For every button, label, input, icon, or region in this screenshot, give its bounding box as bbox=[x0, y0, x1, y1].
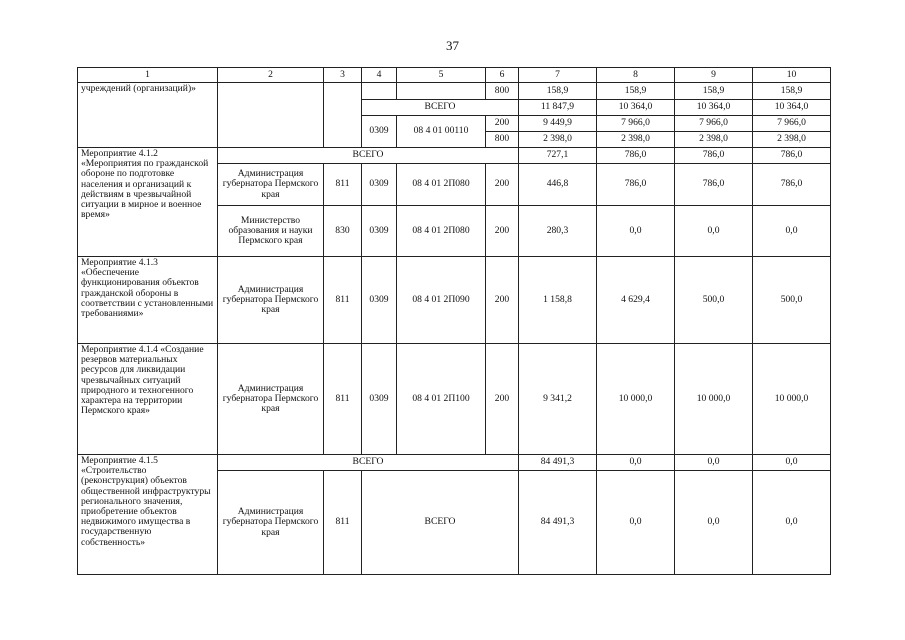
table-row bbox=[78, 344, 831, 455]
org-cell: Министерство образования и науки Пермского края bbox=[218, 206, 324, 257]
value-cell: 0,0 bbox=[597, 471, 675, 575]
value-cell: 7 966,0 bbox=[753, 116, 831, 132]
value-cell: 158,9 bbox=[597, 83, 675, 100]
code-cell: 08 4 01 00110 bbox=[397, 116, 486, 148]
value-cell: 10 364,0 bbox=[675, 100, 753, 116]
org-cell: Администрация губернатора Пермского края bbox=[218, 344, 324, 455]
value-cell: 158,9 bbox=[519, 83, 597, 100]
value-cell: 500,0 bbox=[675, 257, 753, 344]
code-cell: 811 bbox=[324, 164, 362, 206]
header-cell: 8 bbox=[597, 68, 675, 83]
value-cell: 2 398,0 bbox=[675, 132, 753, 148]
header-cell: 5 bbox=[397, 68, 486, 83]
value-cell: 786,0 bbox=[675, 164, 753, 206]
code-cell: 800 bbox=[486, 83, 519, 100]
total-label: ВСЕГО bbox=[218, 455, 519, 471]
code-cell bbox=[397, 83, 486, 100]
table-row bbox=[78, 148, 831, 164]
value-cell: 0,0 bbox=[753, 455, 831, 471]
value-cell: 500,0 bbox=[753, 257, 831, 344]
value-cell: 158,9 bbox=[753, 83, 831, 100]
code-cell: 200 bbox=[486, 206, 519, 257]
value-cell: 158,9 bbox=[675, 83, 753, 100]
total-label: ВСЕГО bbox=[362, 471, 519, 575]
header-cell: 3 bbox=[324, 68, 362, 83]
value-cell: 0,0 bbox=[753, 206, 831, 257]
value-cell: 0,0 bbox=[753, 471, 831, 575]
org-cell: Администрация губернатора Пермского края bbox=[218, 257, 324, 344]
code-cell: 08 4 01 2П080 bbox=[397, 164, 486, 206]
header-cell: 2 bbox=[218, 68, 324, 83]
code-cell: 200 bbox=[486, 257, 519, 344]
code-cell: 08 4 01 2П090 bbox=[397, 257, 486, 344]
value-cell: 84 491,3 bbox=[519, 455, 597, 471]
total-label: ВСЕГО bbox=[218, 148, 519, 164]
value-cell: 786,0 bbox=[753, 148, 831, 164]
code-cell: 08 4 01 2П100 bbox=[397, 344, 486, 455]
header-cell: 9 bbox=[675, 68, 753, 83]
org-cell: Администрация губернатора Пермского края bbox=[218, 471, 324, 575]
org-cell: Администрация губернатора Пермского края bbox=[218, 164, 324, 206]
value-cell: 0,0 bbox=[597, 206, 675, 257]
code-cell: 200 bbox=[486, 164, 519, 206]
activity-description: Мероприятие 4.1.5 «Строительство (реконструкция) объектов общественной инфраструктуры регионального значения, приобретение объектов недвижимого имущества в государственную собственность» bbox=[78, 455, 218, 575]
budget-table bbox=[77, 67, 831, 575]
value-cell: 11 847,9 bbox=[519, 100, 597, 116]
value-cell: 10 000,0 bbox=[675, 344, 753, 455]
value-cell: 446,8 bbox=[519, 164, 597, 206]
value-cell: 280,3 bbox=[519, 206, 597, 257]
code-cell: 0309 bbox=[362, 344, 397, 455]
value-cell: 2 398,0 bbox=[519, 132, 597, 148]
value-cell: 7 966,0 bbox=[675, 116, 753, 132]
value-cell: 0,0 bbox=[675, 206, 753, 257]
value-cell: 1 158,8 bbox=[519, 257, 597, 344]
value-cell: 2 398,0 bbox=[753, 132, 831, 148]
value-cell: 727,1 bbox=[519, 148, 597, 164]
code-cell: 811 bbox=[324, 471, 362, 575]
value-cell: 786,0 bbox=[597, 164, 675, 206]
value-cell: 7 966,0 bbox=[597, 116, 675, 132]
header-cell: 1 bbox=[78, 68, 218, 83]
code-cell: 0309 bbox=[362, 116, 397, 148]
header-cell: 10 bbox=[753, 68, 831, 83]
header-cell: 6 bbox=[486, 68, 519, 83]
value-cell: 4 629,4 bbox=[597, 257, 675, 344]
value-cell: 9 449,9 bbox=[519, 116, 597, 132]
value-cell: 10 000,0 bbox=[753, 344, 831, 455]
activity-description: учреждений (организаций)» bbox=[78, 83, 218, 148]
value-cell: 0,0 bbox=[597, 455, 675, 471]
code-cell bbox=[362, 83, 397, 100]
code-cell: 811 bbox=[324, 257, 362, 344]
value-cell: 0,0 bbox=[675, 471, 753, 575]
code-cell: 811 bbox=[324, 344, 362, 455]
total-label: ВСЕГО bbox=[362, 100, 519, 116]
code-cell: 08 4 01 2П080 bbox=[397, 206, 486, 257]
page-number: 37 bbox=[446, 38, 459, 53]
value-cell: 84 491,3 bbox=[519, 471, 597, 575]
code-cell: 200 bbox=[486, 116, 519, 132]
table-row bbox=[78, 83, 831, 100]
code-cell: 0309 bbox=[362, 206, 397, 257]
table-row bbox=[78, 257, 831, 344]
value-cell: 10 000,0 bbox=[597, 344, 675, 455]
code-cell: 800 bbox=[486, 132, 519, 148]
code-cell: 0309 bbox=[362, 164, 397, 206]
activity-description: Мероприятие 4.1.2 «Мероприятия по гражданской обороне по подготовке населения и организаций к действиям в чрезвычайной ситуации в мирное и военное время» bbox=[78, 148, 218, 257]
header-row bbox=[78, 68, 831, 83]
header-cell: 7 bbox=[519, 68, 597, 83]
value-cell: 10 364,0 bbox=[753, 100, 831, 116]
value-cell: 2 398,0 bbox=[597, 132, 675, 148]
table-row bbox=[78, 455, 831, 471]
activity-description: Мероприятие 4.1.4 «Создание резервов материальных ресурсов для ликвидации чрезвычайных ситуаций природного и техногенного характера на территории Пермского края» bbox=[78, 344, 218, 455]
header-cell: 4 bbox=[362, 68, 397, 83]
code-cell: 0309 bbox=[362, 257, 397, 344]
value-cell: 0,0 bbox=[675, 455, 753, 471]
activity-description: Мероприятие 4.1.3 «Обеспечение функционирования объектов гражданской обороны в соответствии с установленными требованиями» bbox=[78, 257, 218, 344]
value-cell: 786,0 bbox=[753, 164, 831, 206]
value-cell: 9 341,2 bbox=[519, 344, 597, 455]
code-cell bbox=[324, 83, 362, 148]
code-cell: 830 bbox=[324, 206, 362, 257]
value-cell: 786,0 bbox=[597, 148, 675, 164]
value-cell: 10 364,0 bbox=[597, 100, 675, 116]
value-cell: 786,0 bbox=[675, 148, 753, 164]
org-cell bbox=[218, 83, 324, 148]
code-cell: 200 bbox=[486, 344, 519, 455]
